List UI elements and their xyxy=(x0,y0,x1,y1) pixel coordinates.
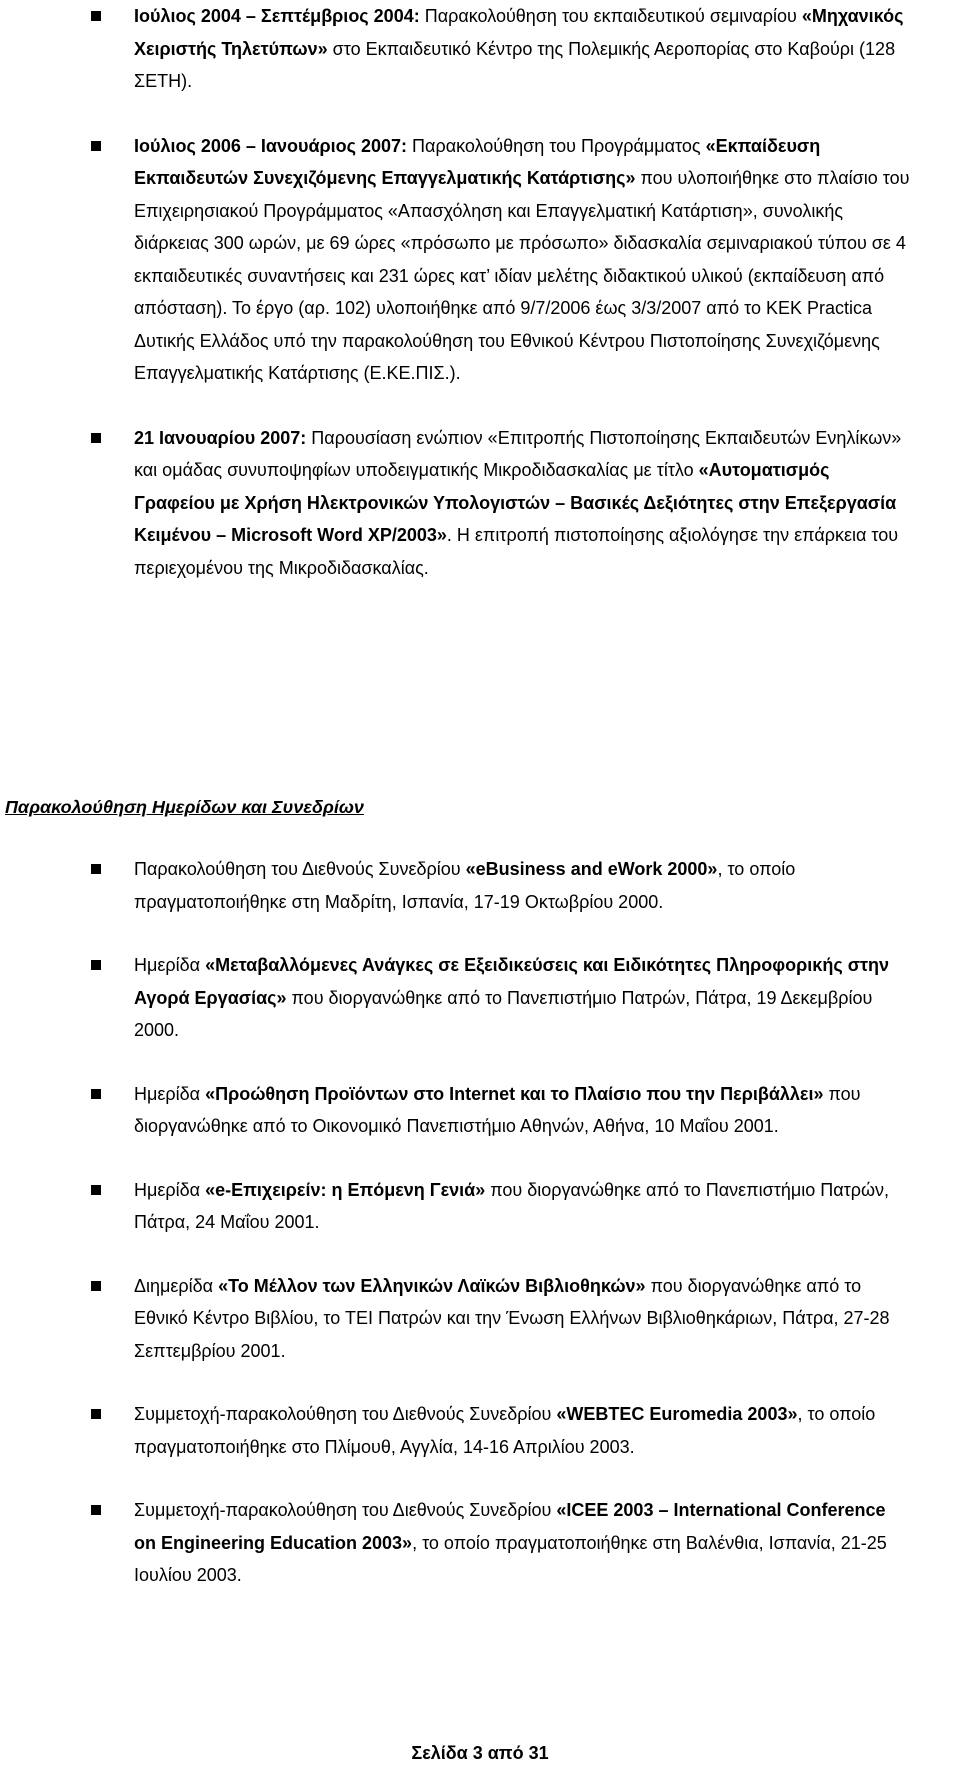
conference-list xyxy=(0,853,960,1592)
conference-item xyxy=(0,1270,960,1368)
conference-item xyxy=(0,1494,960,1592)
item-text: που διοργανώθηκε από το Εθνικό Κέντρο Βιβλίου, το ΤΕΙ Πατρών και την Ένωση Ελλήνων Βιβλιοθηκάριων, Πάτρα, 27-28 Σεπτεμβρίου 2001. xyxy=(134,1275,890,1361)
item-text: , το οποίο πραγματοποιήθηκε στη Βαλένθια, Ισπανία, 21-25 Ιουλίου 2003. xyxy=(134,1532,887,1585)
item-text-bold: «Το Μέλλον των Ελληνικών Λαϊκών Βιβλιοθηκών» xyxy=(218,1275,646,1296)
item-text: που διοργανώθηκε από το Πανεπιστήμιο Πατρών, Πάτρα, 19 Δεκεμβρίου 2000. xyxy=(134,987,873,1040)
item-text: Συμμετοχή-παρακολούθηση του Διεθνούς Συνεδρίου xyxy=(134,1500,557,1520)
item-text: Συμμετοχή-παρακολούθηση του Διεθνούς Συνεδρίου xyxy=(134,1404,557,1424)
item-text: Διημερίδα xyxy=(134,1275,219,1296)
item-text-bold: «Μηχανικός Χειριστής Τηλετύπων» xyxy=(134,6,904,59)
item-text: Παρακολούθηση του εκπαιδευτικού σεμιναρίου xyxy=(419,6,802,26)
item-text: , το οποίο πραγματοποιήθηκε στη Μαδρίτη, Ισπανία, 17-19 Οκτωβρίου 2000. xyxy=(134,859,796,912)
training-item xyxy=(0,422,960,585)
item-text: στο Εκπαιδευτικό Κέντρο της Πολεμικής Αεροπορίας στο Καβούρι (128 ΣΕΤΗ). xyxy=(134,38,896,91)
item-text-bold: «Εκπαίδευση Εκπαιδευτών Συνεχιζόμενης Επαγγελματικής Κατάρτισης» xyxy=(134,135,821,188)
conference-item xyxy=(0,1078,960,1143)
training-item xyxy=(0,130,960,390)
item-text: Παρακολούθηση του Διεθνούς Συνεδρίου xyxy=(134,859,466,879)
item-text-bold: «Μεταβαλλόμενες Ανάγκες σε Εξειδικεύσεις και Ειδικότητες Πληροφορικής στην Αγορά Εργασίας» xyxy=(134,955,890,1008)
item-text-bold: Ιούλιος 2006 – Ιανουάριος 2007: xyxy=(134,135,408,156)
page-number: Σελίδα 3 από 31 xyxy=(411,1743,549,1763)
training-item xyxy=(0,0,960,98)
item-text-bold: 21 Ιανουαρίου 2007: xyxy=(134,427,307,448)
item-text: Παρουσίαση ενώπιον «Επιτροπής Πιστοποίησης Εκπαιδευτών Ενηλίκων» και ομάδας συνυποψηφίων υποδειγματικής Μικροδιδασκαλίας με τίτλο xyxy=(134,427,902,480)
section-heading: Παρακολούθηση Ημερίδων και Συνεδρίων xyxy=(5,797,364,817)
conference-item xyxy=(0,853,960,918)
item-text: Ημερίδα xyxy=(134,955,206,975)
item-text: Ημερίδα xyxy=(134,1083,206,1104)
item-text: που διοργανώθηκε από το Οικονομικό Πανεπιστήμιο Αθηνών, Αθήνα, 10 Μαΐου 2001. xyxy=(134,1083,861,1136)
item-text: . Η επιτροπή πιστοποίησης αξιολόγησε την επάρκεια του περιεχομένου της Μικροδιδασκαλίας. xyxy=(134,525,899,578)
item-text: που διοργανώθηκε από το Πανεπιστήμιο Πατρών, Πάτρα, 24 Μαΐου 2001. xyxy=(134,1179,890,1232)
item-text-bold: «WEBTEC Euromedia 2003» xyxy=(556,1404,798,1424)
item-text-bold: «ICEE 2003 – International Conference on Engineering Education 2003» xyxy=(134,1500,886,1553)
item-text-bold: «e-Επιχειρείν: η Επόμενη Γενιά» xyxy=(205,1179,486,1200)
item-text: , το οποίο πραγματοποιήθηκε στο Πλίμουθ, Αγγλία, 14-16 Απριλίου 2003. xyxy=(134,1404,876,1457)
conference-item xyxy=(0,1174,960,1239)
item-text: που υλοποιήθηκε στο πλαίσιο του Επιχειρησιακού Προγράμματος «Απασχόληση και Επαγγελματική Κατάρτιση», συνολικής διάρκειας 300 ωρών, με 69 ώρες «πρόσωπο με πρόσωπο» διδασκαλία σεμιναριακού τύπου σε 4 εκπαιδευτικές συναντήσεις και 231 ώρες κατ’ ιδίαν μελέτης διδακτικού υλικού (εκπαίδευση από απόσταση). Το έργο (αρ. 102) υλοποιήθηκε από 9/7/2006 έως 3/3/2007 από το ΚΕΚ Practica Δυτικής Ελλάδος υπό την παρακολούθηση του Εθνικού Κέντρου Πιστοποίησης Συνεχιζόμενης Επαγγελματικής Κατάρτισης (Ε.ΚΕ.ΠΙΣ.). xyxy=(134,168,910,383)
item-text-bold: «Αυτοματισμός Γραφείου με Χρήση Ηλεκτρονικών Υπολογιστών – Βασικές Δεξιότητες στην Επεξεργασία Κειμένου – Microsoft Word XP/2003» xyxy=(134,460,897,545)
item-text: Ημερίδα xyxy=(134,1179,206,1200)
item-text: Παρακολούθηση του Προγράμματος xyxy=(407,135,706,156)
conference-item xyxy=(0,1398,960,1463)
item-text-bold: «eBusiness and eWork 2000» xyxy=(465,859,718,879)
training-list xyxy=(0,0,960,584)
item-text-bold: «Προώθηση Προϊόντων στο Internet και το Πλαίσιο που την Περιβάλλει» xyxy=(205,1083,824,1104)
item-text-bold: Ιούλιος 2004 – Σεπτέμβριος 2004: xyxy=(134,6,420,26)
conference-item xyxy=(0,949,960,1047)
